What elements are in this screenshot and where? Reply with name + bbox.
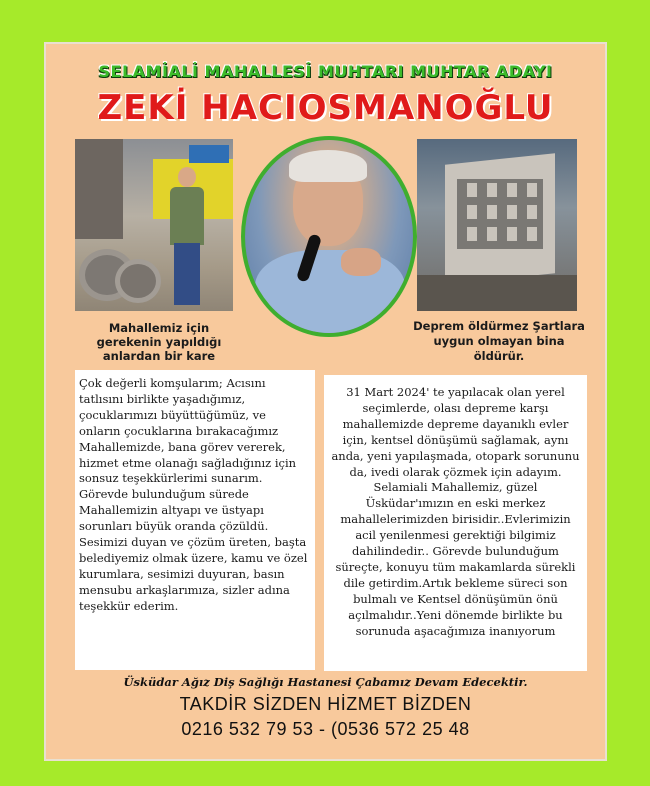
- earthquake-damage-photo: [417, 139, 577, 311]
- left-text-column: [75, 370, 315, 670]
- candidate-name: ZEKİ HACIOSMANOĞLU: [97, 88, 554, 128]
- hospital-tagline: Üsküdar Ağız Diş Sağlığı Hastanesi Çabamız Devam Edecektir.: [123, 675, 528, 689]
- campaign-slogan: TAKDİR SİZDEN HİZMET BİZDEN: [179, 694, 472, 714]
- infrastructure-work-photo: [75, 139, 233, 311]
- left-paragraph: Çok değerli komşularım; Acısını tatlısını birlikte yaşadığımız, çocuklarımızı büyüttüğümüz, ve onların çocuklarına bırakacağımız Mahallemizde, bana görev vererek, hizmet etme olanağı sağladığınız için sonsuz teşekkürlerimi sunarım. Görevde bulunduğum sürede Mahallemizin altyapı ve üstyapı sorunları büyük oranda çözüldü. Sesimizi duyan ve çözüm üreten, başta belediyemiz olmak üzere, kamu ve özel kurumlara, sesimizi duyuran, basın mensubu arkaşlarımıza, sizler adına teşekkür ederim.: [79, 376, 308, 613]
- left-photo-caption: Mahallemiz için gerekenin yapıldığı anlardan bir kare: [96, 321, 222, 363]
- right-photo-caption: Deprem öldürmez Şartlara uygun olmayan bina öldürür.: [413, 319, 585, 363]
- right-text-column: [324, 375, 587, 671]
- candidate-portrait: [241, 136, 417, 337]
- contact-phones: 0216 532 79 53 - (0536 572 25 48: [181, 719, 470, 739]
- campaign-poster: [44, 42, 607, 761]
- right-paragraph: 31 Mart 2024' te yapılacak olan yerel seçimlerde, olası depreme karşı mahallemizde depreme dayanıklı evler için, kentsel dönüşümü sağlamak, aynı anda, yeni yapılaşmada, otopark sorununu da, ivedi olarak çözmek için adayım. Selamiali Mahallemiz, güzel Üsküdar'ımızın en eski merkez mahallelerimizden birisidir..Evlerimizin acil yenilenmesi gerektiği bilgimiz dahilindedir.. Görevde bulunduğum süreçte, konuyu tüm makamlarda sürekli dile getirdim.Artık bekleme süreci son bulmalı ve Kentsel dönüşümün önü açılmalıdır..Yeni dönemde birlikte bu sorunuda aşacağımıza inanıyorum: [331, 385, 580, 638]
- poster-subtitle: SELAMİALİ MAHALLESİ MUHTARI MUHTAR ADAYI: [98, 62, 553, 81]
